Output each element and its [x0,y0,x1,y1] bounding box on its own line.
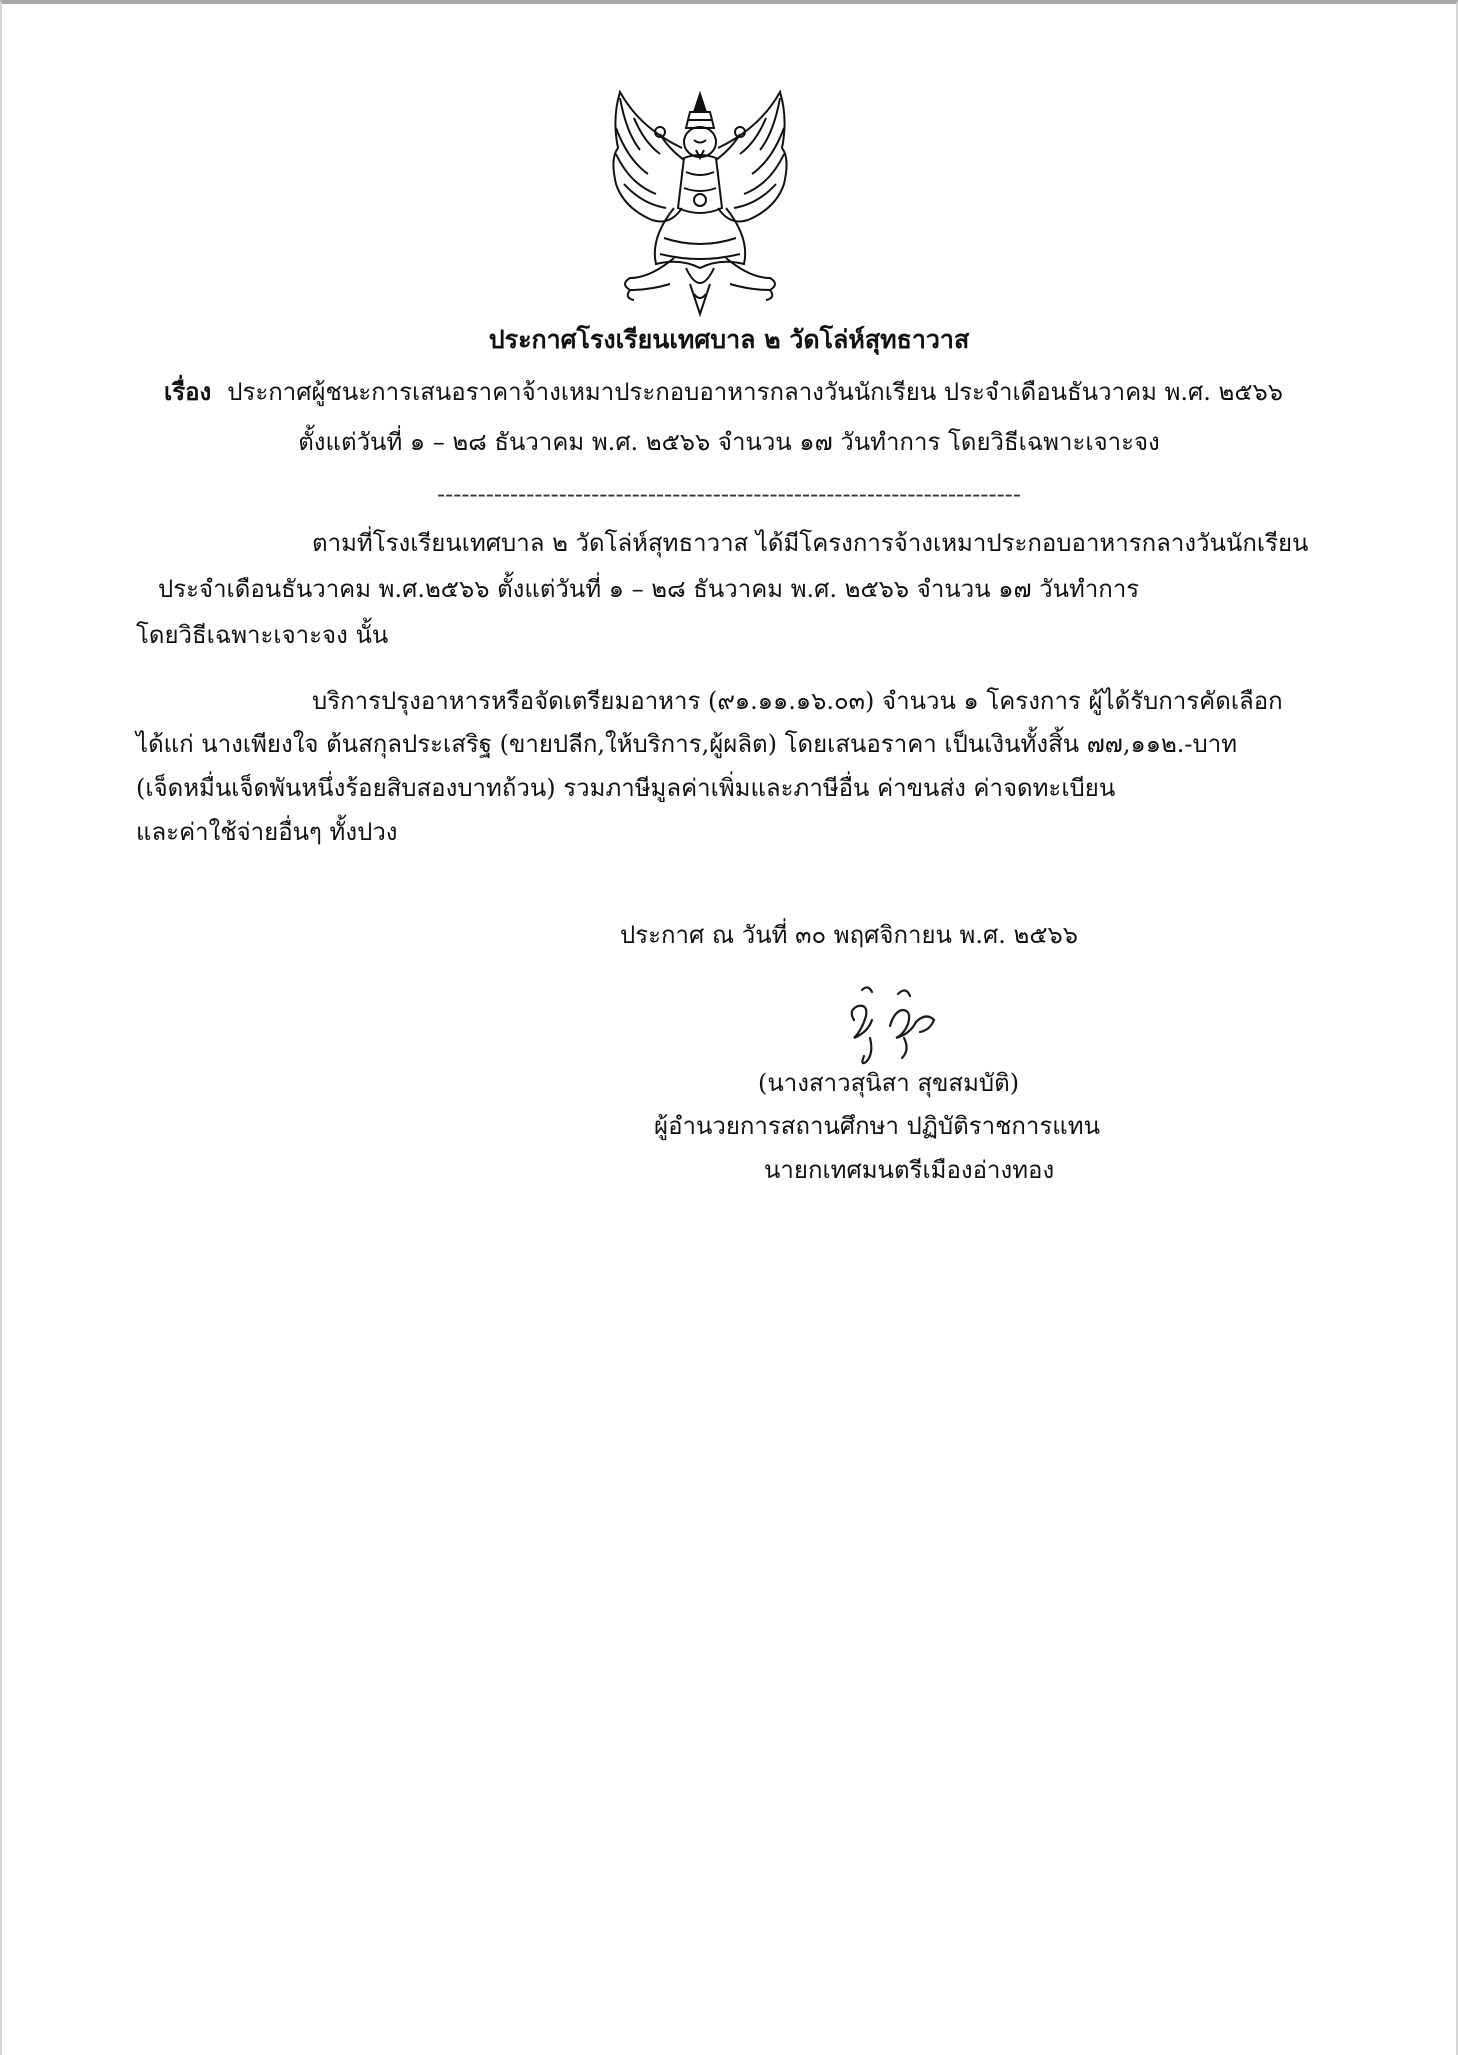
subject-text: ประกาศผู้ชนะการเสนอราคาจ้างเหมาประกอบอาหารกลางวันนักเรียน ประจำเดือนธันวาคม พ.ศ. ๒๕๖๖ [227,378,1283,406]
signer-position-1: ผู้อำนวยการสถานศึกษา ปฏิบัติราชการแทน [654,1112,1100,1140]
paragraph-1-line-1: ตามที่โรงเรียนเทศบาล ๒ วัดโล่ห์สุทธาวาส ได้มีโครงการจ้างเหมาประกอบอาหารกลางวันนักเรียน [312,529,1309,557]
signer-position-2: นายกเทศมนตรีเมืองอ่างทอง [764,1156,1055,1184]
paragraph-2-line-4: และค่าใช้จ่ายอื่นๆ ทั้งปวง [136,818,398,846]
subject-line-2: ตั้งแต่วันที่ ๑ – ๒๘ ธันวาคม พ.ศ. ๒๕๖๖ จำนวน ๑๗ วันทำการ โดยวิธีเฉพาะเจาะจง [298,428,1160,456]
paragraph-1-line-2: ประจำเดือนธันวาคม พ.ศ.๒๕๖๖ ตั้งแต่วันที่ ๑ – ๒๘ ธันวาคม พ.ศ. ๒๕๖๖ จำนวน ๑๗ วันทำการ [158,575,1140,603]
paragraph-2-line-3: (เจ็ดหมื่นเจ็ดพันหนึ่งร้อยสิบสองบาทถ้วน) รวมภาษีมูลค่าเพิ่มและภาษีอื่น ค่าขนส่ง ค่าจดทะเบียน [136,774,1116,802]
paragraph-2-line-2: ได้แก่ นางเพียงใจ ต้นสกุลประเสริฐ (ขายปลีก,ให้บริการ,ผู้ผลิต) โดยเสนอราคา เป็นเงินทั้งสิ้น ๗๗,๑๑๒.-บาท [136,730,1238,758]
page-title: ประกาศโรงเรียนเทศบาล ๒ วัดโล่ห์สุทธาวาส [488,325,970,354]
paragraph-2-line-1: บริการปรุงอาหารหรือจัดเตรียมอาหาร (๙๑.๑๑.๑๖.๐๓) จำนวน ๑ โครงการ ผู้ได้รับการคัดเลือก [312,687,1283,715]
announcement-date: ประกาศ ณ วันที่ ๓๐ พฤศจิกายน พ.ศ. ๒๕๖๖ [620,921,1078,949]
garuda-emblem-icon [590,88,810,318]
paragraph-1-line-3: โดยวิธีเฉพาะเจาะจง นั้น [136,621,389,649]
divider: ------------------------------------------------------------------------ [437,480,1021,508]
subject-label: เรื่อง [164,377,212,406]
signature-icon [840,980,950,1070]
subject-line [164,375,1283,409]
signer-name: (นางสาวสุนิสา สุขสมบัติ) [758,1069,1020,1097]
